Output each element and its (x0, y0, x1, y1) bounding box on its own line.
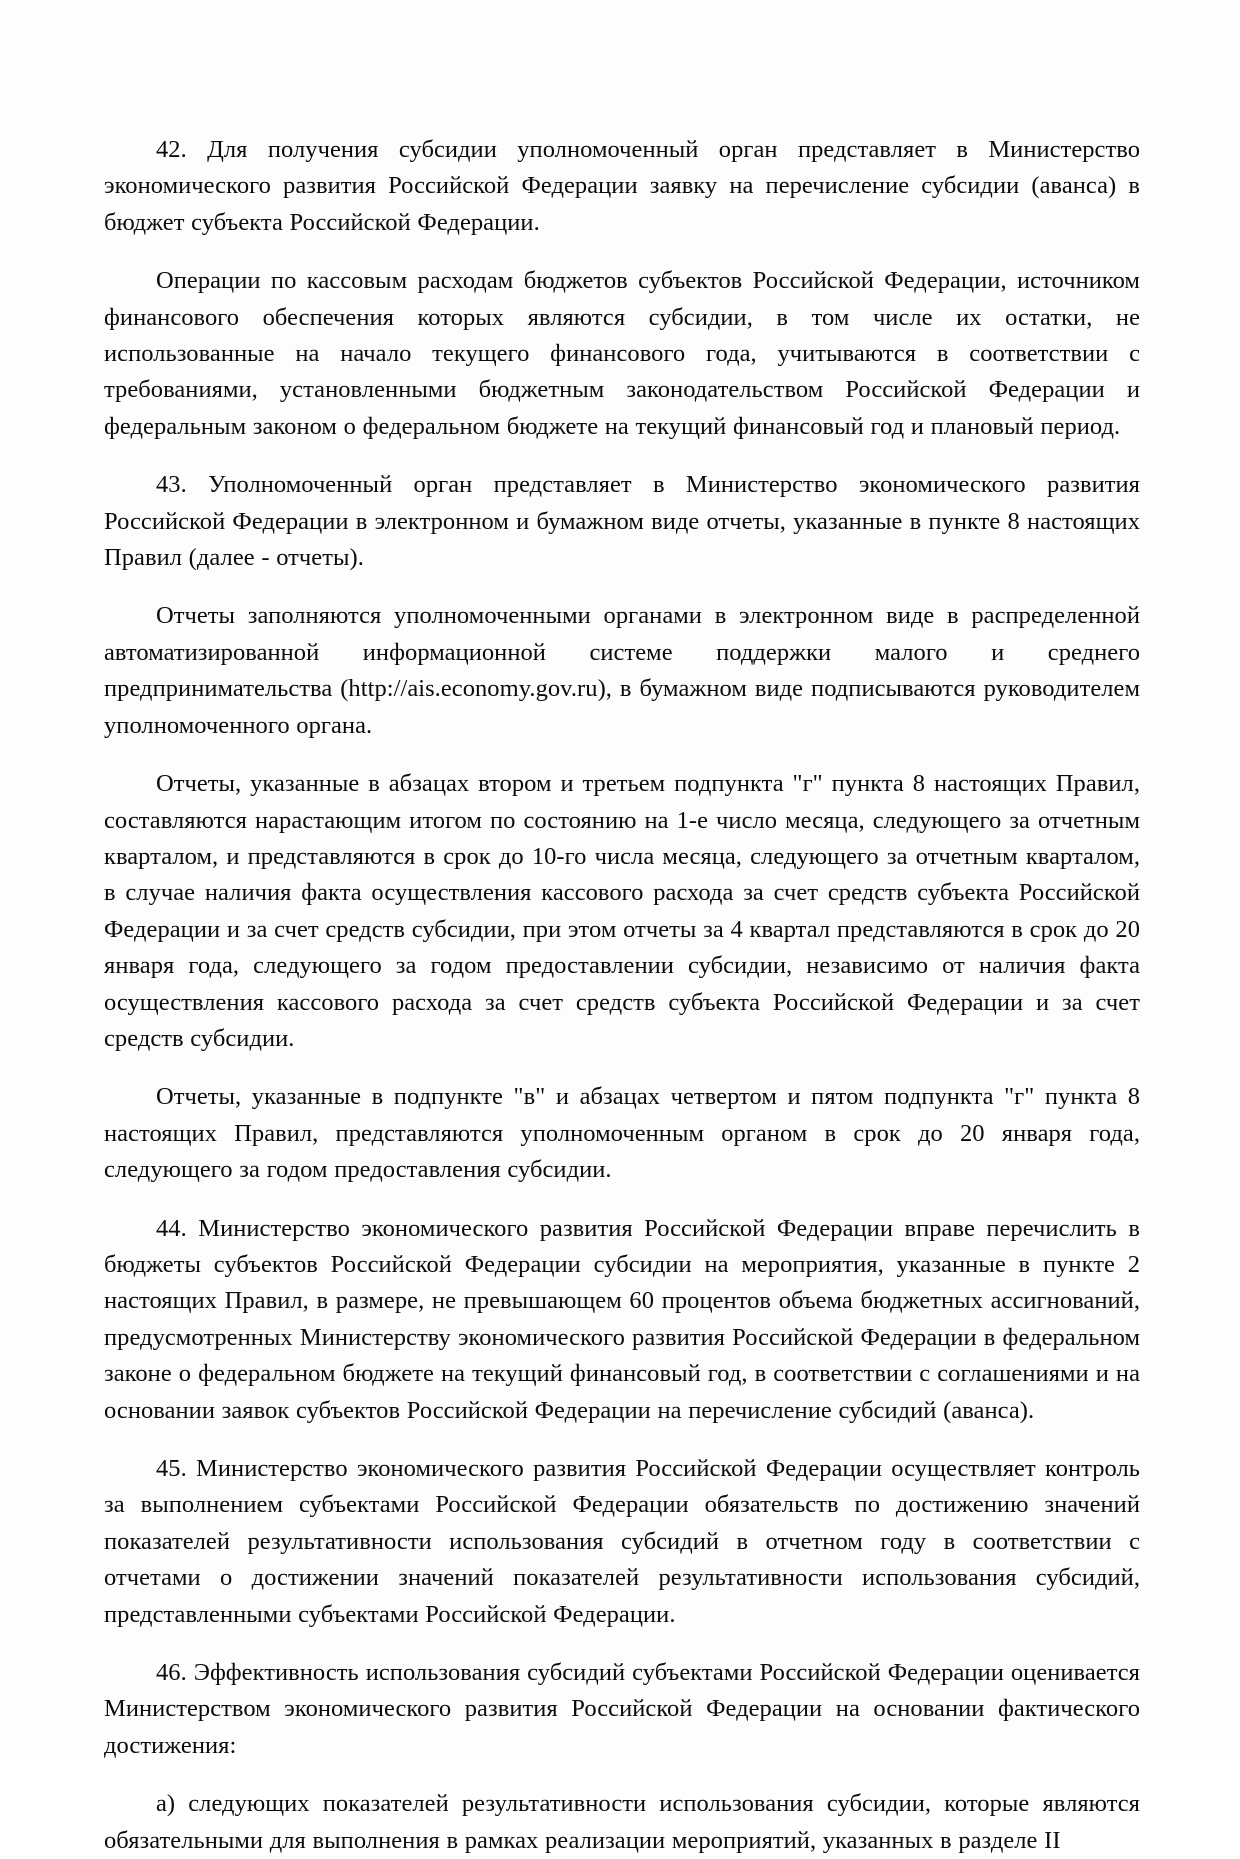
paragraph-item-a: а) следующих показателей результативности использования субсидии, которые являются обязательными для выполнения в рамках реализации мероприятий, указанных в разделе II (104, 1790, 1140, 1854)
document-body (104, 132, 1140, 1859)
paragraph-45: 45. Министерство экономического развития Российской Федерации осуществляет контроль за выполнением субъектами Российской Федерации обязательств по достижению значений показателей результативности использования субсидий в отчетном году в соответствии с отчетами о достижении значений показателей результативности использования субсидий, представленными субъектами Российской Федерации. (104, 1455, 1140, 1628)
paragraph-44: 44. Министерство экономического развития Российской Федерации вправе перечислить в бюджеты субъектов Российской Федерации субсидии на мероприятия, указанные в пункте 2 настоящих Правил, в размере, не превышающем 60 процентов объема бюджетных ассигнований, предусмотренных Министерству экономического развития Российской Федерации в федеральном законе о федеральном бюджете на текущий финансовый год, в соответствии с соглашениями и на основании заявок субъектов Российской Федерации на перечисление субсидий (аванса). (104, 1214, 1140, 1424)
paragraph-46: 46. Эффективность использования субсидий субъектами Российской Федерации оценивается Министерством экономического развития Российской Федерации на основании фактического достижения: (104, 1659, 1140, 1759)
paragraph-reports-electronic-system: Отчеты заполняются уполномоченными органами в электронном виде в распределенной автоматизированной информационной системе поддержки малого и среднего предпринимательства (http://ais.economy.gov.ru), в бумажном виде подписываются руководителем уполномоченного органа. (104, 602, 1140, 739)
paragraph-43: 43. Уполномоченный орган представляет в Министерство экономического развития Российской Федерации в электронном и бумажном виде отчеты, указанные в пункте 8 настоящих Правил (далее - отчеты). (104, 471, 1140, 572)
paragraph-42: 42. Для получения субсидии уполномоченный орган представляет в Министерство экономического развития Российской Федерации заявку на перечисление субсидии (аванса) в бюджет субъекта Российской Федерации. (104, 136, 1140, 236)
paragraph-reports-subclause-v: Отчеты, указанные в подпункте "в" и абзацах четвертом и пятом подпункта "г" пункта 8 настоящих Правил, представляются уполномоченным органом в срок до 20 января года, следующего за годом предоставления субсидии. (104, 1083, 1140, 1184)
paragraph-reports-subclause-g: Отчеты, указанные в абзацах втором и третьем подпункта "г" пункта 8 настоящих Правил, составляются нарастающим итогом по состоянию на 1-е число месяца, следующего за отчетным кварталом, и представляются в срок до 10-го числа месяца, следующего за отчетным кварталом, в случае наличия факта осуществления кассового расхода за счет средств субъекта Российской Федерации и за счет средств субсидии, при этом отчеты за 4 квартал представляются в срок до 20 января года, следующего за годом предоставлении субсидии, независимо от наличия факта осуществления кассового расхода за счет средств субъекта Российской Федерации и за счет средств субсидии. (104, 770, 1140, 1052)
paragraph-cash-operations: Операции по кассовым расходам бюджетов субъектов Российской Федерации, источником финансового обеспечения которых являются субсидии, в том числе их остатки, не использованные на начало текущего финансового года, учитываются в соответствии с требованиями, установленными бюджетным законодательством Российской Федерации и федеральным законом о федеральном бюджете на текущий финансовый год и плановый период. (104, 267, 1140, 440)
